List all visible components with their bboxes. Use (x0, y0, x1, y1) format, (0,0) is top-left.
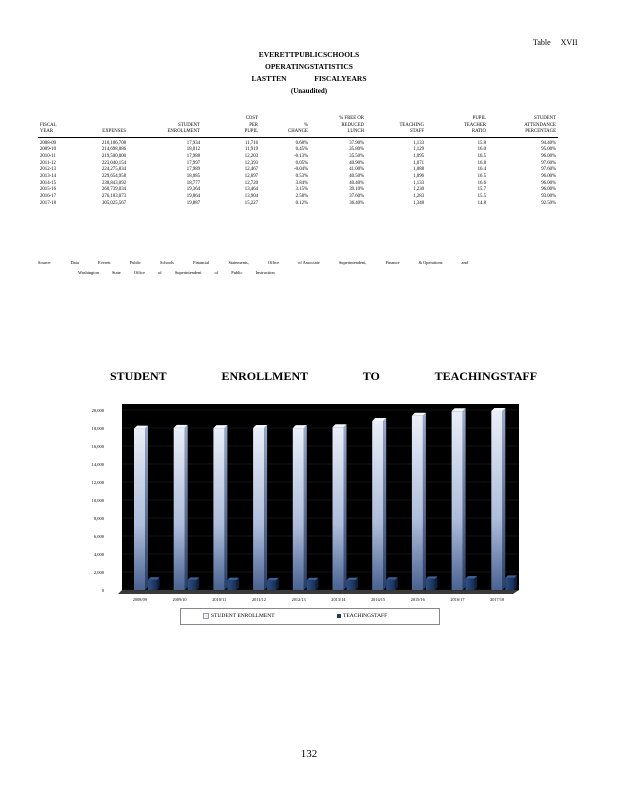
x-category-label: 2012/13 (291, 597, 306, 602)
table-cell: 214,698,086 (102, 147, 126, 153)
table-cell: 95.00% (541, 147, 556, 153)
staff-bar (307, 580, 316, 590)
table-cell: 2015-16 (40, 187, 56, 193)
table-cell: 2008-09 (40, 140, 56, 146)
legend-item-enrollment (203, 613, 275, 619)
header-cell: FISCAL (40, 122, 57, 128)
legend-item-staff (337, 613, 387, 619)
table-cell: 97.60% (541, 167, 556, 173)
x-category-label: 2008/09 (132, 597, 147, 602)
enrollment-bar-side (344, 424, 347, 590)
enrollment-bar-side (423, 413, 426, 590)
x-category-label: 2011/12 (251, 597, 266, 602)
table-cell: 238,843,092 (102, 180, 126, 186)
header-cell: % (304, 122, 308, 128)
y-tick-label: 2,000 (93, 569, 104, 575)
chart-title: STUDENT ENROLLMENT TO TEACHINGSTAFF (110, 369, 538, 383)
legend-swatch-enrollment (203, 613, 209, 619)
header-cell: TEACHING (399, 122, 424, 128)
header-cell: CHANGE (260, 129, 310, 137)
table-cell: 0.45% (295, 147, 308, 153)
header-cell: PERCENTAGE (488, 129, 558, 137)
y-tick-label: 4,000 (93, 551, 104, 557)
y-tick-label: 6,000 (93, 533, 104, 539)
table-cell: 18,012 (186, 147, 200, 153)
table-cell: 223,040,154 (102, 160, 126, 166)
table-cell: 11,919 (244, 147, 258, 153)
table-cell: 2011-12 (40, 160, 56, 166)
table-cell: 15.8 (477, 140, 486, 146)
enrollment-bar (134, 429, 145, 590)
enrollment-bar-side (304, 425, 307, 590)
table-cell: 19,864 (186, 194, 200, 200)
table-cell: 16.8 (477, 160, 486, 166)
staff-bar (148, 580, 157, 590)
source-word: Public (129, 260, 141, 265)
staff-bar (466, 578, 475, 590)
enrollment-bar-side (185, 425, 188, 590)
header-cell: PUPIL (472, 116, 486, 121)
staff-bar (227, 580, 236, 590)
report-title-statistics: OPERATINGSTATISTICS (265, 62, 353, 71)
table-cell: 36.40% (349, 200, 364, 206)
header-cell: PUPIL (202, 129, 260, 137)
x-category-label: 2016/17 (450, 597, 465, 602)
table-cell: 2010-11 (40, 153, 56, 159)
header-cell: YEAR (38, 129, 76, 137)
y-tick-label: 10,000 (91, 497, 104, 503)
table-cell: 2013-14 (40, 174, 56, 180)
table-cell: 2017-18 (40, 200, 56, 206)
table-cell: 18,777 (186, 180, 200, 186)
table-cell: 37.60% (349, 194, 364, 200)
header-cell: STUDENT (534, 116, 556, 121)
staff-bar-side (514, 575, 517, 590)
table-cell: 2016-17 (40, 194, 56, 200)
header-cell: % FREE OR (339, 116, 364, 121)
table-cell: 97.60% (541, 160, 556, 166)
table-cell: 224,275,834 (102, 167, 126, 173)
table-cell: 35.50% (349, 153, 364, 159)
header-cell: TEACHER (463, 122, 486, 128)
staff-bar (426, 579, 435, 590)
table-cell: 37.90% (349, 140, 364, 146)
table-cell: 12,203 (244, 153, 258, 159)
report-title-period-a: LASTTEN (251, 74, 287, 83)
y-tick-label: 0 (101, 587, 104, 593)
table-cell: 1,348 (413, 200, 424, 206)
table-cell: 12,393 (244, 160, 258, 166)
table-cell: 2012-13 (40, 167, 56, 173)
enrollment-bar-side (383, 418, 386, 590)
x-category-label: 2013/14 (331, 597, 346, 602)
table-cell: 1,095 (413, 153, 424, 159)
table-cell: 93.00% (541, 194, 556, 200)
table-cell: 305,025,567 (102, 200, 126, 206)
y-tick-label: 20,000 (91, 407, 104, 413)
table-cell: 15,227 (244, 200, 258, 206)
source-word: Data (70, 260, 79, 265)
header-cell: REDUCED (341, 122, 364, 128)
source-word: Financial (193, 260, 210, 265)
table-cell: 260,739,034 (102, 187, 126, 193)
header-cell: ENROLLMENT (128, 129, 202, 137)
table-cell: 219,500,000 (102, 153, 126, 159)
enrollment-bar (293, 428, 304, 590)
table-cell: 96.00% (541, 187, 556, 193)
header-cell: COST (245, 116, 258, 121)
table-cell: -0.13% (294, 153, 308, 159)
staff-bar (505, 578, 514, 590)
table-cell: 0.05% (295, 160, 308, 166)
table-cell: 210,106,708 (102, 140, 126, 146)
y-tick-label: 8,000 (93, 515, 104, 521)
table-cell: 2.58% (295, 194, 308, 200)
table-cell: 16.4 (477, 167, 486, 173)
table-cell: 96.00% (541, 174, 556, 180)
header-cell: STAFF (366, 129, 426, 137)
table-cell: 16.5 (477, 153, 486, 159)
enrollment-bar (491, 411, 502, 590)
staff-bar (188, 580, 197, 590)
enrollment-bar-side (463, 408, 466, 590)
table-cell: 17,997 (186, 160, 200, 166)
table-cell: 2014-15 (40, 180, 56, 186)
source-word: Superintendent, (338, 260, 367, 265)
x-category-label: 2014/15 (371, 597, 386, 602)
enrollment-bar (174, 428, 185, 590)
enrollment-bar (333, 427, 344, 590)
table-cell: 94.40% (541, 140, 556, 146)
enrollment-bar-side (224, 425, 227, 590)
source-word: Statements, (228, 260, 249, 265)
plot-floor (118, 590, 519, 594)
staff-bar (386, 580, 395, 590)
table-cell: 3.15% (295, 187, 308, 193)
page-number: 132 (300, 748, 318, 760)
y-tick-label: 16,000 (91, 443, 104, 449)
source-word: & Operations (418, 260, 443, 265)
table-cell: 16.5 (477, 174, 486, 180)
table-cell: 40.50% (349, 174, 364, 180)
header-cell: PER (249, 122, 258, 128)
table-cell: 40.40% (349, 180, 364, 186)
table-cell: 1,133 (413, 140, 424, 146)
x-category-label: 2017/18 (490, 597, 505, 602)
x-category-label: 2010/11 (212, 597, 227, 602)
table-cell: 1,129 (413, 147, 424, 153)
source-word: Everett (97, 260, 111, 265)
chart-legend (180, 608, 440, 625)
source-word: Source: (38, 260, 52, 265)
table-cell: 12,697 (244, 174, 258, 180)
table-cell: 41.00% (349, 167, 364, 173)
table-cell: 229,654,958 (102, 174, 126, 180)
source-word: Office (267, 260, 280, 265)
source-word: of Associate (298, 260, 320, 265)
table-cell: 1,133 (413, 180, 424, 186)
enrollment-bar (253, 428, 264, 590)
table-cell: 15.5 (477, 194, 486, 200)
enrollment-bar (372, 421, 383, 590)
table-cell: 13,464 (244, 187, 258, 193)
table-cell: 96.00% (541, 153, 556, 159)
table-cell: 1,283 (413, 194, 424, 200)
table-cell: 17,989 (186, 167, 200, 173)
table-cell: 19,887 (186, 200, 200, 206)
table-cell: 16.0 (477, 147, 486, 153)
table-cell: 1,230 (413, 187, 424, 193)
table-cell: 40.90% (349, 160, 364, 166)
y-tick-label: 12,000 (91, 479, 104, 485)
table-cell: 15.7 (477, 187, 486, 193)
enrollment-bar (213, 428, 224, 590)
header-cell: ATTENDANCE (524, 122, 556, 128)
table-cell: 0.12% (295, 200, 308, 206)
table-cell: 12,720 (244, 180, 258, 186)
x-category-label: 2009/10 (172, 597, 187, 602)
y-tick-label: 18,000 (91, 425, 104, 431)
y-tick-label: 14,000 (91, 461, 104, 467)
table-cell: 17,988 (186, 153, 200, 159)
legend-label-staff: TEACHINGSTAFF (343, 613, 388, 619)
header-cell: STUDENT (178, 122, 200, 128)
enrollment-bar-side (502, 408, 505, 590)
table-cell: 18,085 (186, 174, 200, 180)
report-title-period-b: FISCALYEARS (314, 74, 367, 83)
table-cell: 2009-10 (40, 147, 56, 153)
table-cell: 0.53% (295, 174, 308, 180)
header-cell: LUNCH (310, 129, 366, 137)
x-category-label: 2015/16 (410, 597, 425, 602)
table-cell: 17,934 (186, 140, 200, 146)
staff-bar (347, 580, 356, 590)
header-cell: RATIO (426, 129, 488, 137)
table-cell: 1,071 (413, 160, 424, 166)
table-cell: 1,088 (413, 167, 424, 173)
table-cell: 35.80% (349, 147, 364, 153)
enrollment-bar (412, 416, 423, 590)
table-cell: 19,364 (186, 187, 200, 193)
source-word: Finance (385, 260, 400, 265)
table-cell: 12,467 (244, 167, 258, 173)
report-title-district: EVERETTPUBLICSCHOOLS (258, 50, 360, 59)
source-note-line2: Washington State Office of Superintendent of Public Instruction (78, 270, 275, 275)
table-cell: -0.04% (294, 167, 308, 173)
source-word: and (461, 260, 468, 265)
source-word: Schools (160, 260, 174, 265)
table-cell: 96.00% (541, 180, 556, 186)
table-cell: 39.10% (349, 187, 364, 193)
table-cell: 3.84% (295, 180, 308, 186)
table-cell: 276,183,073 (102, 194, 126, 200)
legend-swatch-staff (337, 614, 341, 618)
table-tag: Table XVII (533, 38, 578, 47)
table-cell: 0.68% (295, 140, 308, 146)
header-cell: EXPENSES (76, 129, 128, 137)
table-cell: 16.6 (477, 180, 486, 186)
enrollment-bar-side (264, 425, 267, 590)
table-cell: 14.8 (477, 200, 486, 206)
enrollment-bar (452, 411, 463, 590)
table-cell: 1,096 (413, 174, 424, 180)
table-cell: 92.50% (541, 200, 556, 206)
report-subtitle-unaudited: (Unaudited) (290, 87, 328, 95)
table-cell: 13,904 (244, 194, 258, 200)
table-cell: 11,716 (244, 140, 258, 146)
enrollment-bar-side (145, 426, 148, 590)
staff-bar (267, 580, 276, 590)
legend-label-enrollment: STUDENT ENROLLMENT (211, 613, 275, 619)
